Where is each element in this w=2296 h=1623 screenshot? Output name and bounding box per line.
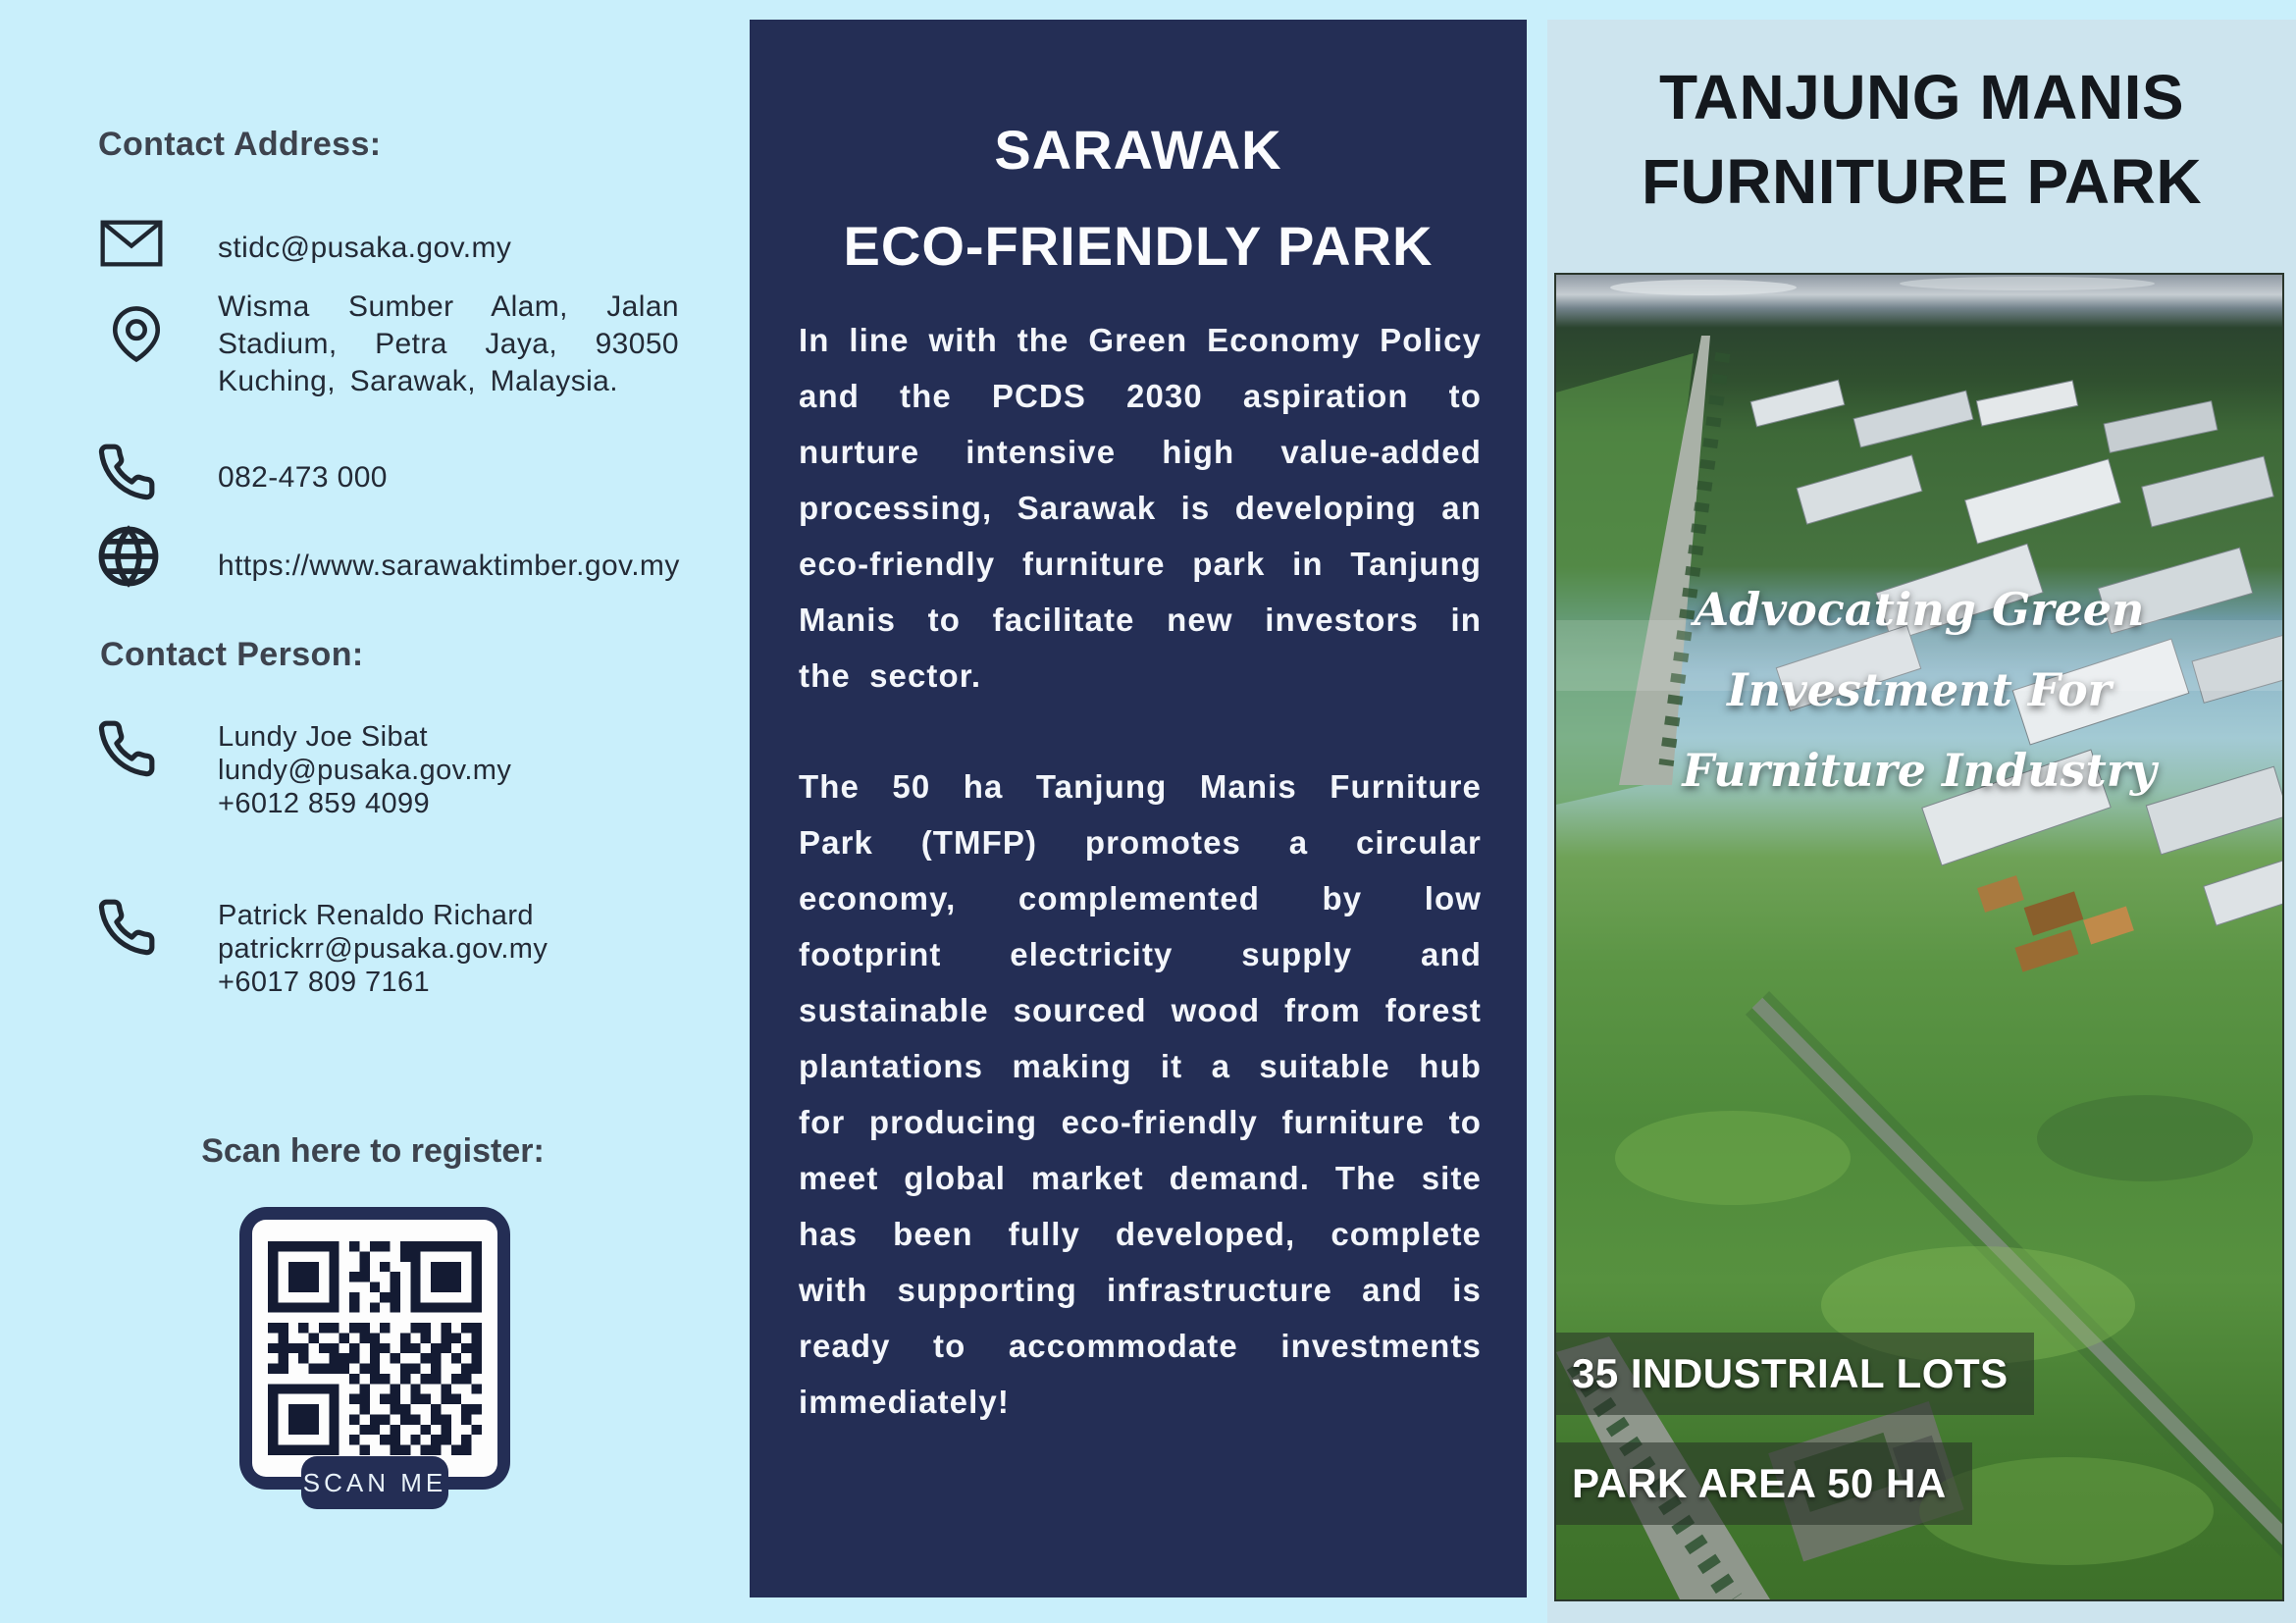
contact-panel [0, 0, 750, 1623]
phone-icon [96, 718, 157, 779]
contact-email[interactable]: stidc@pusaka.gov.my [218, 232, 512, 264]
contact-phone: 082-473 000 [218, 461, 388, 494]
center-body [799, 312, 1482, 1430]
stat-industrial-lots: 35 INDUSTRIAL LOTS [1556, 1333, 2034, 1415]
center-paragraph-2: The 50 ha Tanjung Manis Furniture Park (TMFP) promotes a circular economy, complemented by low footprint electricity supply and sustainable sourced wood from forest plantations making it a suitable hub for producing eco-friendly furniture to meet global market demand. The site has been fully developed, complete with supporting infrastructure and is ready to accommodate investments immediately! [799, 768, 1482, 1420]
mail-icon [100, 220, 163, 267]
phone-icon [96, 442, 157, 502]
contact-person-heading: Contact Person: [100, 636, 364, 673]
photo-caption-line2: Furniture Industry [1682, 744, 2157, 797]
contact-person-1 [218, 720, 511, 820]
stat-park-area: PARK AREA 50 HA [1556, 1442, 1972, 1525]
cover-title-line1: TANJUNG MANIS [1658, 62, 2185, 132]
contact-address-heading: Contact Address: [98, 126, 382, 163]
person-email[interactable]: lundy@pusaka.gov.my [218, 755, 512, 786]
qr-code-frame [239, 1207, 510, 1497]
center-title [750, 102, 1527, 294]
qr-code [252, 1220, 497, 1477]
globe-icon [96, 524, 161, 589]
person-phone: +6017 809 7161 [218, 967, 431, 998]
cover-title-line2: FURNITURE PARK [1641, 146, 2203, 217]
center-paragraph-1: In line with the Green Economy Policy and the PCDS 2030 aspiration to nurture intensive high value-added processing, Sarawak is developing an eco-friendly furniture park in Tanjung Manis to facilitate new investors in the sector. [799, 322, 1482, 694]
map-pin-icon [108, 290, 165, 379]
cover-title [1547, 55, 2296, 224]
scan-heading: Scan here to register: [201, 1132, 545, 1170]
photo-caption-line1: Advocating Green Investment For [1694, 583, 2145, 716]
center-title-line2: ECO-FRIENDLY PARK [843, 215, 1434, 277]
contact-person-2 [218, 899, 548, 999]
contact-address: Wisma Sumber Alam, Jalan Stadium, Petra Jaya, 93050 Kuching, Sarawak, Malaysia. [218, 290, 679, 397]
person-name: Patrick Renaldo Richard [218, 900, 534, 931]
center-title-line1: SARAWAK [994, 119, 1282, 181]
aerial-photo [1556, 275, 2282, 1599]
cover-panel [1547, 20, 2296, 1623]
person-name: Lundy Joe Sibat [218, 721, 428, 753]
person-email[interactable]: patrickrr@pusaka.gov.my [218, 933, 548, 965]
eco-park-panel [750, 20, 1527, 1597]
phone-icon [96, 897, 157, 958]
contact-website[interactable]: https://www.sarawaktimber.gov.my [218, 550, 680, 582]
photo-caption [1556, 569, 2282, 811]
scan-me-badge: SCAN ME [301, 1456, 448, 1509]
person-phone: +6012 859 4099 [218, 788, 431, 819]
